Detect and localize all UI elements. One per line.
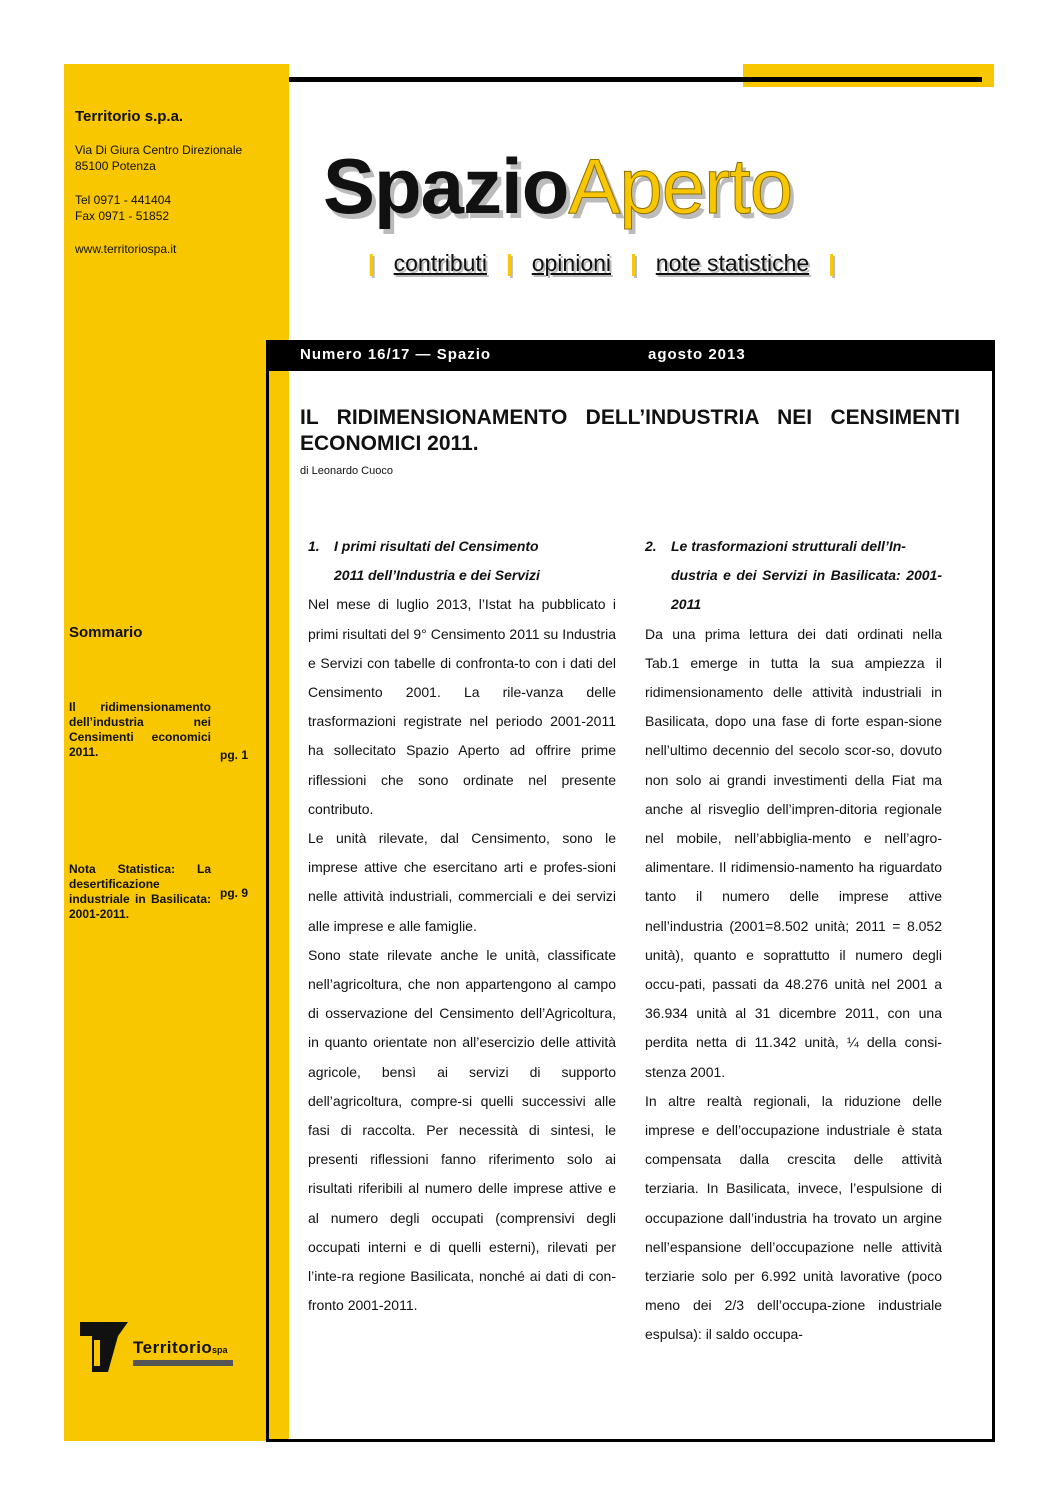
section-2-paragraph: Da una prima lettura dei dati ordinati nella Tab.1 emerge in tutta la sua ampiezza il ridimensionamento delle attività industriali in Basilicata, dopo una fase di forte espan-sione nell’ultimo decennio del secolo scor-so, dovuto non solo ai grandi investimenti della Fiat ma anche al risveglio dell’impren-ditoria regionale nel mobile, nell’abbiglia-mento e nell’agro-alimentare. Il ridimensio-namento ha riguardato tanto il numero delle imprese attive nell’industria (2001=8.502 unità; 2011 = 8.052 unità), quanto e soprattutto il numero degli occu-pati, passati da 48.276 unità nel 2001 a 36.934 unità al 31 dicembre 2011, con una perdita netta di 11.342 unità, ¼ della consi-stenza 2001. — [645, 625, 942, 1080]
toc-page-1: pg. 1 — [220, 748, 249, 762]
logo-spa: spa — [212, 1345, 228, 1355]
sommario-heading: Sommario — [69, 624, 143, 641]
tagline-separator: | — [828, 250, 835, 276]
masthead-spazio: Spazio — [323, 142, 569, 230]
logo-tagline-bar — [133, 1360, 233, 1366]
tagline-opinioni[interactable]: opinioni — [531, 250, 612, 276]
section-2-number: 2. — [645, 538, 657, 554]
company-fax: Fax 0971 - 51852 — [75, 209, 170, 223]
section-2-paragraph: In altre realtà regionali, la riduzione delle imprese e dell’occupazione industriale è stata compensata dalla crescita delle attività terziaria. In Basilicata, invece, l’espulsione di occupazione dall’industria ha trovato un argine nell’espansione dell’occupazione nelle attività terziarie solo per 6.992 unità lavorative (poco meno dei 2/3 dell’occupa-zione industriale espulsa): il saldo occupa- — [645, 1092, 942, 1343]
issue-number: Numero 16/17 — Spazio — [300, 346, 492, 363]
section-1-paragraph: Nel mese di luglio 2013, l’Istat ha pubblicato i primi risultati del 9° Censimento 2011 su Industria e Servizi con tabelle di confronta-to con i dati del Censimento 2001. La rile-vanza delle trasformazioni registrate nel periodo 2001-2011 ha sollecitato Spazio Aperto ad offrire prime riflessioni che sono ordinate nel presente contributo. — [308, 596, 616, 817]
section-1-title-b: 2011 dell’Industria e dei Servizi — [334, 567, 540, 584]
article-column-2 — [645, 532, 942, 1350]
section-1-number: 1. — [308, 538, 320, 554]
company-tel: Tel 0971 - 441404 — [75, 193, 172, 207]
company-name: Territorio s.p.a. — [75, 108, 184, 125]
top-black-rule — [289, 77, 982, 82]
section-1-title-a: I primi risultati del Censimento — [334, 538, 539, 554]
masthead-tagline — [368, 250, 835, 277]
tagline-separator: | — [368, 250, 375, 276]
section-1-heading — [308, 532, 616, 590]
section-2-title-b: dustria e dei Servizi in Basilicata: 2001-2011 — [671, 567, 942, 613]
tagline-separator: | — [506, 250, 513, 276]
masthead-title — [323, 140, 792, 232]
section-2-heading — [645, 532, 942, 620]
top-yellow-tab — [743, 64, 994, 87]
company-address-line1: Via Di Giura Centro Direzionale — [75, 143, 243, 157]
section-2-title-a: Le trasformazioni strutturali dell’In- — [671, 538, 906, 554]
toc-page-2: pg. 9 — [220, 886, 249, 900]
section-1-paragraph: Sono state rilevate anche le unità, classificate nell’agricoltura, che non appartengono al campo di osservazione del Censimento dell’Agricoltura, in quanto orientate non all’esercizio delle attività agricole, bensì ai servizi di supporto dell’agricoltura, compre-si quelli successivi alle fasi di raccolta. Per necessità di sintesi, le presenti riflessioni fanno riferimento solo ai risultati riferibili al numero delle imprese attive e al numero degli occupati (comprensivi degli occupati interni e di quelli esterni), rilevati per l’inte-ra regione Basilicata, nonché ai dati di con-fronto 2001-2011. — [308, 946, 616, 1314]
issue-date: agosto 2013 — [648, 346, 746, 363]
tagline-contributi[interactable]: contributi — [393, 250, 487, 276]
territorio-logo-icon — [78, 1318, 132, 1376]
article-title: IL RIDIMENSIONAMENTO DELL’INDUSTRIA NEI CENSIMENTI ECONOMICI 2011. — [300, 406, 960, 455]
toc-entry-1[interactable]: Il ridimensionamento dell’industria nei Censimenti economici 2011. — [69, 700, 211, 759]
article-frame-left-rule — [266, 340, 269, 1442]
tagline-note-statistiche[interactable]: note statistiche — [655, 250, 810, 276]
article-column-1 — [308, 532, 616, 1320]
section-1-paragraph: Le unità rilevate, dal Censimento, sono le imprese attive che esercitano arti e profes-sioni nelle attività industriali, commerciali e dei servizi alle imprese e alle famiglie. — [308, 830, 616, 934]
company-website: www.territoriospa.it — [75, 242, 177, 256]
company-address-line2: 85100 Potenza — [75, 159, 156, 173]
logo-name: Territorio — [133, 1338, 213, 1357]
article-byline: di Leonardo Cuoco — [300, 465, 393, 477]
tagline-separator: | — [630, 250, 637, 276]
toc-entry-2[interactable]: Nota Statistica: La desertificazione industriale in Basilicata: 2001-2011. — [69, 862, 211, 921]
masthead-aperto: Aperto — [568, 142, 793, 230]
